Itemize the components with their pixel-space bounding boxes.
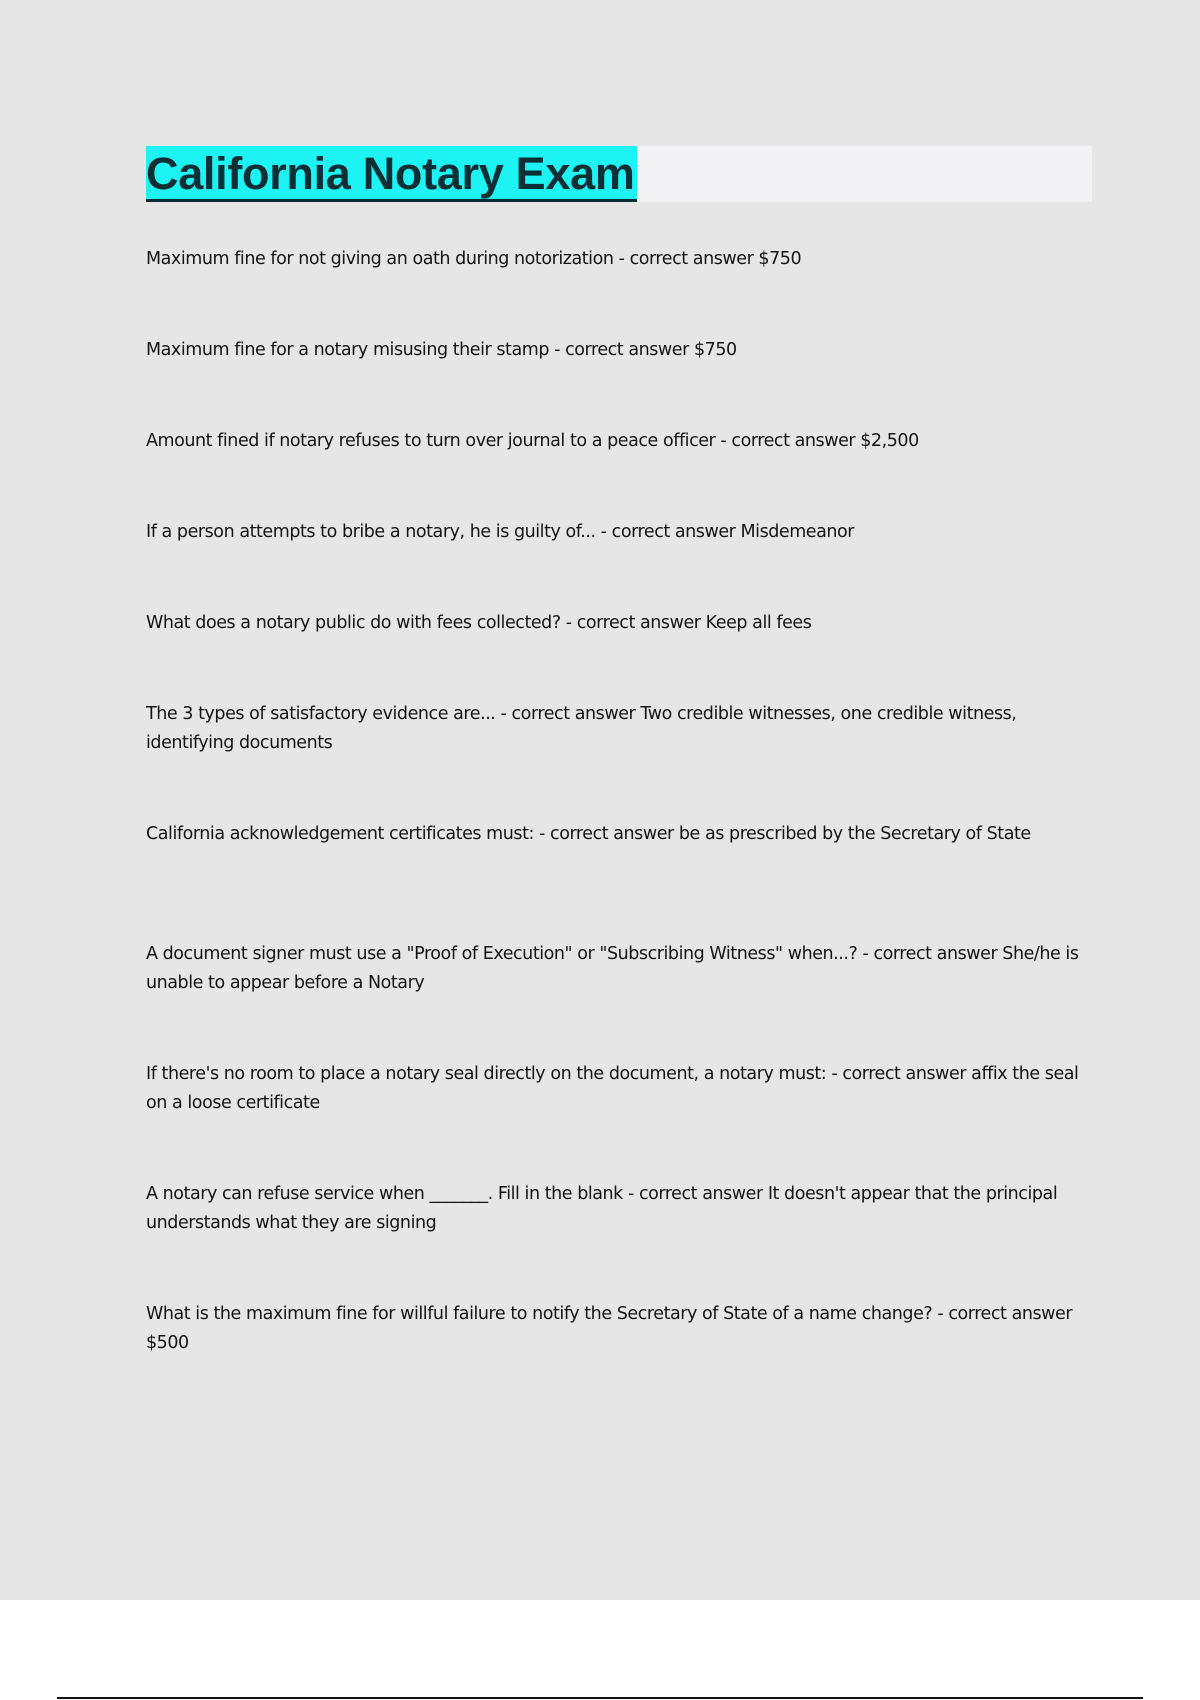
list-item: Amount fined if notary refuses to turn over journal to a peace officer - correct answer $2,500 [146,431,919,451]
list-item: What does a notary public do with fees collected? - correct answer Keep all fees [146,613,812,633]
list-item: California acknowledgement certificates must: - correct answer be as prescribed by the Secretary of State [146,824,1031,844]
footer-rule [57,1697,1143,1699]
list-item: Maximum fine for not giving an oath during notorization - correct answer $750 [146,249,802,269]
list-item: Maximum fine for a notary misusing their stamp - correct answer $750 [146,340,737,360]
list-item: If a person attempts to bribe a notary, he is guilty of... - correct answer Misdemeanor [146,522,855,542]
list-item: If there's no room to place a notary seal directly on the document, a notary must: - correct answer affix the seal on a loose certificate [146,1064,1079,1113]
list-item: A notary can refuse service when _______. Fill in the blank - correct answer It doesn't appear that the principal understands what they are signing [146,1184,1058,1233]
list-item: The 3 types of satisfactory evidence are... - correct answer Two credible witnesses, one credible witness, identifying documents [146,704,1017,753]
page-title: California Notary Exam [146,146,637,202]
list-item: A document signer must use a "Proof of Execution" or "Subscribing Witness" when...? - correct answer She/he is unable to appear before a Notary [146,944,1079,993]
list-item: What is the maximum fine for willful failure to notify the Secretary of State of a name change? - correct answer $500 [146,1304,1073,1353]
